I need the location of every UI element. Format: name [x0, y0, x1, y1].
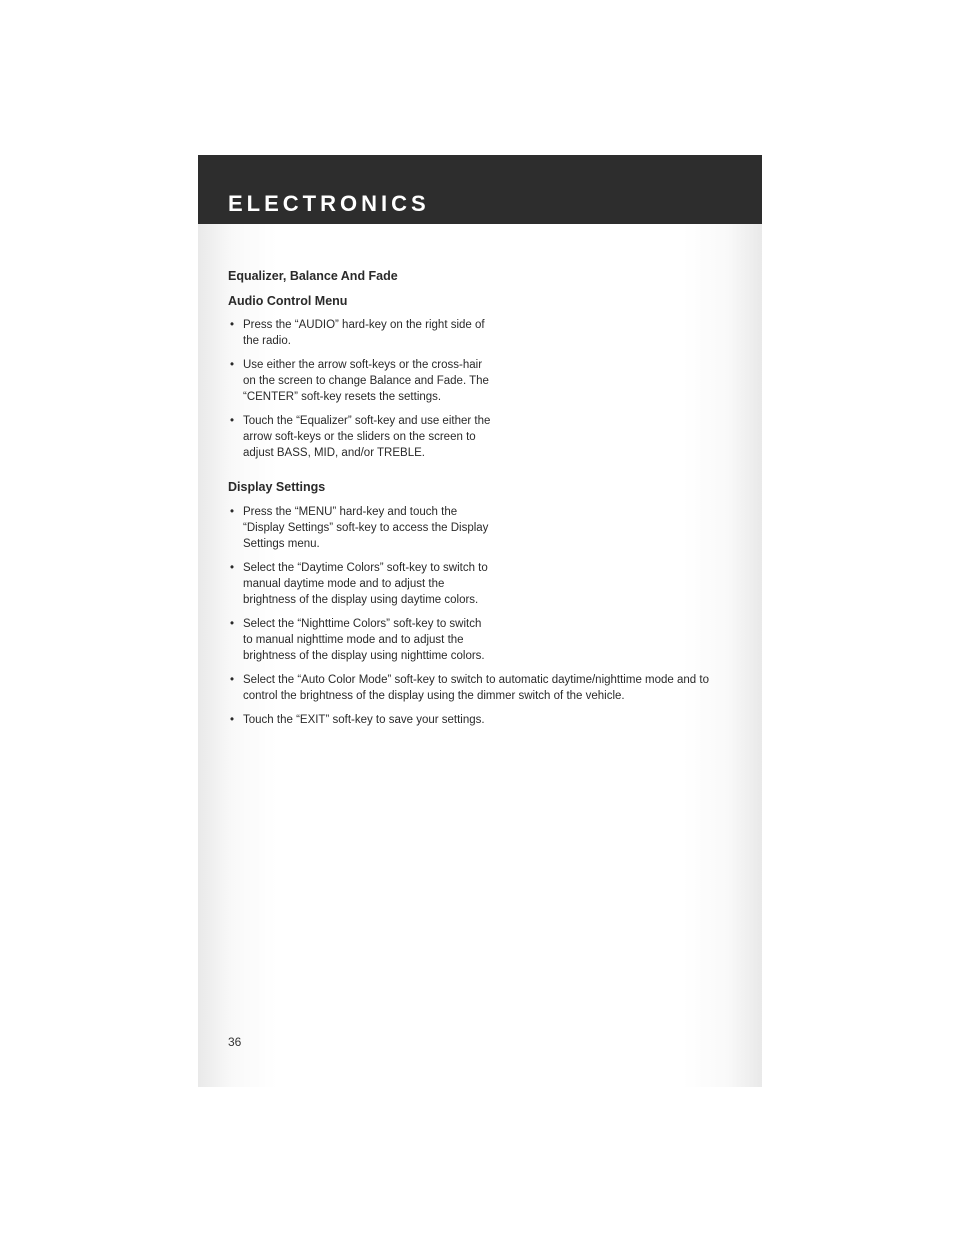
- list-item: • Touch the “EXIT” soft-key to save your settings.: [228, 712, 738, 728]
- list-item: • Press the “AUDIO” hard-key on the right side of the radio.: [228, 317, 491, 349]
- list-item: • Press the “MENU” hard-key and touch the “Display Settings” soft-key to access the Display Settings menu.: [228, 504, 491, 552]
- page-number: 36: [228, 1035, 242, 1049]
- audio-control-list: [228, 317, 738, 461]
- list-item: • Use either the arrow soft-keys or the cross-hair on the screen to change Balance and Fade. The “CENTER” soft-key resets the settings.: [228, 357, 491, 405]
- list-item: • Select the “Nighttime Colors” soft-key to switch to manual nighttime mode and to adjust the brightness of the display using nighttime colors.: [228, 616, 491, 664]
- list-item: • Select the “Auto Color Mode” soft-key to switch to automatic daytime/nighttime mode and to control the brightness of the display using the dimmer switch of the vehicle.: [228, 672, 738, 704]
- list-item: • Touch the “Equalizer” soft-key and use either the arrow soft-keys or the sliders on the screen to adjust BASS, MID, and/or TREBLE.: [228, 413, 491, 461]
- manual-page: [198, 155, 762, 1087]
- header-bar: [198, 155, 762, 224]
- section-title-equalizer: Equalizer, Balance And Fade: [228, 269, 398, 283]
- subsection-title-audio-control: Audio Control Menu: [228, 294, 348, 308]
- display-settings-list: [228, 504, 738, 728]
- header-title: ELECTRONICS: [228, 191, 430, 216]
- list-item: • Select the “Daytime Colors” soft-key to switch to manual daytime mode and to adjust the brightness of the display using daytime colors.: [228, 560, 491, 608]
- page-content: [228, 268, 738, 736]
- section-title-display-settings: Display Settings: [228, 480, 326, 494]
